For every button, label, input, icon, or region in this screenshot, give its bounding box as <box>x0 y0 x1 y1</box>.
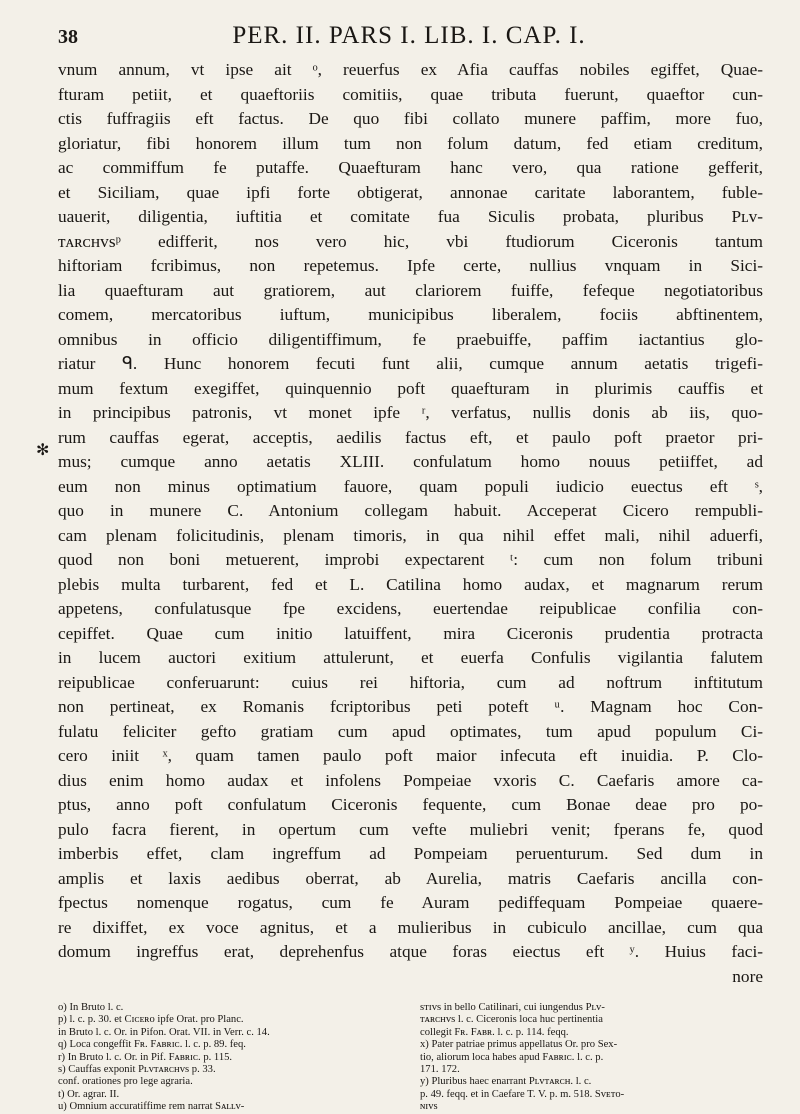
text-line: gloriatur, fibi honorem illum tum non folum datum, fed etiam creditum, <box>58 133 763 153</box>
footnote-line: 171. 172. <box>420 1064 460 1076</box>
text-line: riatur ᑫ. Hunc honorem fecuti funt alii, cumque annum aetatis trigefi- <box>58 354 763 373</box>
main-text-block <box>58 58 763 989</box>
footnote-line: collegit Fʀ. Fᴀʙʀ. l. c. p. 114. feqq. <box>420 1026 569 1038</box>
page-number: 38 <box>58 26 78 48</box>
text-line: nore <box>732 966 763 986</box>
text-line: lia quaefturam aut gratiorem, aut clariorem fuiffe, fefeque negotiatoribus <box>58 280 763 300</box>
text-line: re dixiffet, ex voce agnitus, et a mulieribus in cubiculo ancillae, cum qua <box>58 917 763 937</box>
text-line: pulo facra fierent, in opertum cum vefte muliebri venit; fperans fe, quod <box>58 819 763 839</box>
text-line: domum ingreffus erat, deprehenfus atque foras eiectus eft ʸ. Huius faci- <box>58 942 763 961</box>
footnote-line: tio, aliorum loca habes apud Fᴀʙʀɪᴄ. l. c. p. <box>420 1051 604 1063</box>
footnote-line: p) l. c. p. 30. et Cɪᴄᴇʀᴏ ipfe Orat. pro Planc. <box>58 1014 244 1026</box>
footnote-line: ɴɪᴠs <box>420 1101 438 1113</box>
text-line: amplis et laxis aedibus oberrat, ab Aurelia, matris Caefaris ancilla con- <box>58 868 763 888</box>
text-line: mum fextum exegiffet, quinquennio poft quaefturam in plurimis cauffis et <box>58 378 763 398</box>
footnote-line: q) Loca congeffit Fʀ. Fᴀʙʀɪᴄ. l. c. p. 89. feq. <box>58 1039 246 1051</box>
footnote-line: sᴛɪᴠs in bello Catilinari, cui iungendus Pʟᴠ- <box>420 1002 605 1013</box>
footnotes-left-column <box>58 1002 398 1114</box>
text-line: quod non boni metuerent, improbi expectarent ᵗ: cum non folum tribuni <box>58 550 763 569</box>
footnote-line: s) Cauffas exponit Pʟᴠᴛᴀʀᴄʜᴠs p. 33. <box>58 1064 216 1076</box>
text-line: dius enim homo audax et infolens Pompeiae vxoris C. Caefaris amore ca- <box>58 770 763 790</box>
footnotes-right-column <box>420 1002 760 1114</box>
text-line: cam plenam folicitudinis, plenam timoris, in qua nihil effet mali, nihil aduerfi, <box>58 525 763 545</box>
text-line: comem, mercatoribus iuftum, municipibus liberalem, fociis abftinentem, <box>58 305 763 324</box>
text-line: ctis fuffragiis eft factus. De quo fibi collato munere paffim, more fuo, <box>58 109 763 128</box>
text-line: cero iniit ˣ, quam tamen paulo poft maior infecuta eft inuidia. P. Clo- <box>58 746 763 765</box>
text-line: imberbis effet, clam ingreffum ad Pompeiam peruenturum. Sed dum in <box>58 844 763 863</box>
footnote-line: in Bruto l. c. Or. in Pifon. Orat. VII. in Verr. c. 14. <box>58 1026 270 1038</box>
running-title: PER. II. PARS I. LIB. I. CAP. I. <box>232 22 586 49</box>
text-line: in lucem auctori exitium attulerunt, et euerfa Confulis vigilantia falutem <box>58 648 763 667</box>
text-line: vnum annum, vt ipse ait ᵒ, reuerfus ex Afia cauffas nobiles egiffet, Quae- <box>58 60 763 79</box>
text-line: in principibus patronis, vt monet ipfe ʳ, verfatus, nullis donis ab iis, quo- <box>58 403 763 422</box>
text-line: ac commiffum fe putaffe. Quaefturam hanc vero, qua ratione gefferit, <box>58 158 763 177</box>
text-line: non pertineat, ex Romanis fcriptoribus peti poteft ᵘ. Magnam hoc Con- <box>58 697 763 716</box>
page-header <box>58 22 760 52</box>
text-line: fpectus nomenque rogatus, cum fe Auram pediffequam Pompeiae quaere- <box>58 893 763 912</box>
footnote-line: conf. orationes pro lege agraria. <box>58 1076 193 1088</box>
text-line: et Siciliam, quae ipfi forte obtigerat, annonae caritate laborantem, fuble- <box>58 182 763 202</box>
text-line: ᴛᴀʀᴄʜᴠsᵖ edifferit, nos vero hic, vbi ftudiorum Ciceronis tantum <box>58 231 763 251</box>
footnote-line: y) Pluribus haec enarrant Pʟᴠᴛᴀʀᴄʜ. l. c. <box>420 1076 592 1088</box>
text-line: fturam petiit, et quaeftoriis comitiis, quae tributa fuerunt, quaeftor cun- <box>58 84 763 104</box>
text-line: ptus, anno poft confulatum Ciceronis fequente, cum Bonae deae pro po- <box>58 795 763 814</box>
text-line: eum non minus optimatium fauore, quam populi iudicio euectus eft ˢ, <box>58 476 763 496</box>
footnote-line: r) In Bruto l. c. Or. in Pif. Fᴀʙʀɪᴄ. p. 115. <box>58 1051 233 1063</box>
text-line: uauerit, diligentia, iuftitia et comitate fua Siculis probata, pluribus Pʟᴠ- <box>58 207 763 226</box>
footnote-line: p. 49. feqq. et in Caefare T. V. p. m. 518. Sᴠᴇᴛᴏ- <box>420 1088 625 1100</box>
text-line: quo in munere C. Antonium collegam habuit. Acceperat Cicero rempubli- <box>58 501 763 520</box>
text-line: hiftoriam fcribimus, non repetemus. Ipfe certe, nullius vnquam in Sici- <box>58 256 763 275</box>
footnote-line: t) Or. agrar. II. <box>58 1088 120 1100</box>
text-line: omnibus in officio diligentiffimum, fe praebuiffe, paffim iactantius glo- <box>58 329 763 349</box>
text-line: plebis multa turbarent, fed et L. Catilina homo audax, et magnarum rerum <box>58 574 763 594</box>
text-line: cepiffet. Quae cum initio latuiffent, mira Ciceronis prudentia protracta <box>58 623 763 643</box>
text-line: rum cauffas egerat, acceptis, aedilis factus eft, et paulo poft praetor pri- <box>58 427 763 447</box>
text-line: appetens, confulatusque fpe excidens, euertendae reipublicae confilia con- <box>58 599 763 618</box>
footnote-line: x) Pater patriae primus appellatus Or. pro Sex- <box>420 1039 618 1051</box>
margin-asterisk-mark: ✻ <box>36 442 50 459</box>
text-line: reipublicae conferuarunt: cuius rei hiftoria, cum ad noftrum inftitutum <box>58 672 763 692</box>
footnote-line: ᴛᴀʀᴄʜᴠs l. c. Ciceronis loca huc pertinentia <box>420 1014 603 1026</box>
footnote-line: o) In Bruto l. c. <box>58 1002 124 1013</box>
footnote-line: u) Omnium accuratiffime rem narrat Sᴀʟʟᴠ- <box>58 1101 245 1113</box>
text-line: fulatu feliciter gefto gratiam cum apud optimates, tum apud populum Ci- <box>58 721 763 741</box>
text-line: mus; cumque anno aetatis XLIII. confulatum homo nouus petiiffet, ad <box>58 452 763 471</box>
